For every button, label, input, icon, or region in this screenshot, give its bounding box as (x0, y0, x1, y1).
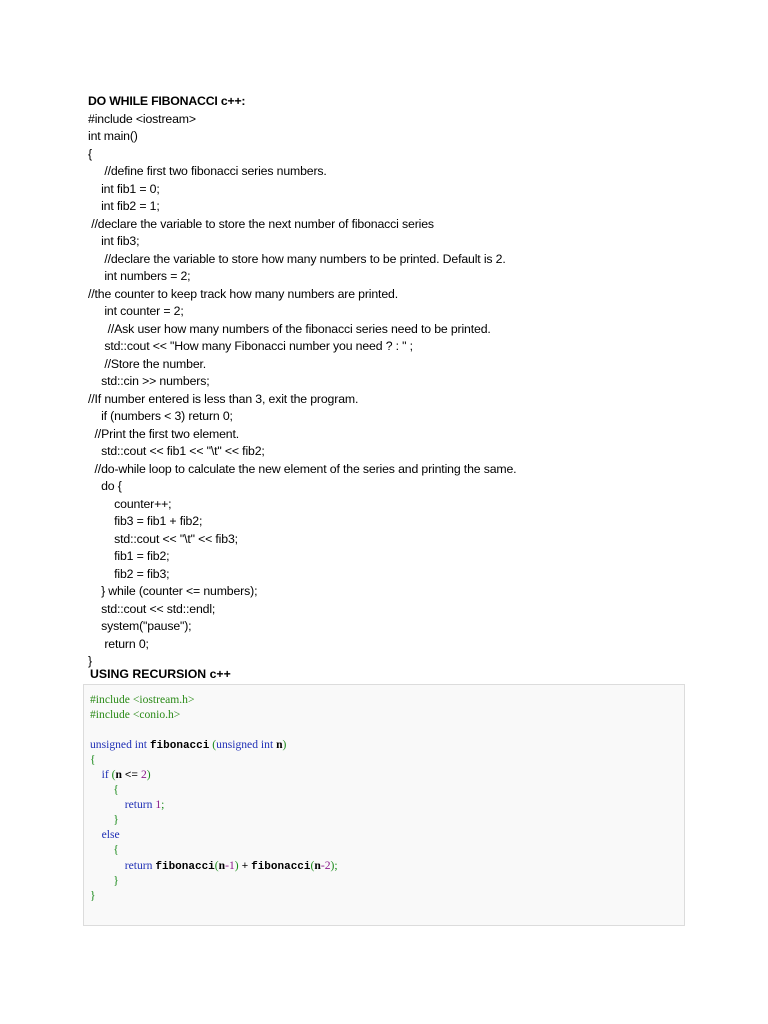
identifier: n (276, 738, 283, 752)
code-line: int fib2 = 1; (88, 199, 160, 213)
code-line: //Ask user how many numbers of the fibonacci series need to be printed. (88, 321, 491, 336)
code-line (90, 707, 338, 722)
code-line (90, 873, 338, 888)
code-line (90, 782, 338, 797)
code-line: int numbers = 2; (88, 269, 191, 283)
code-line: #include <iostream> (88, 111, 196, 126)
code-line: counter++; (88, 496, 172, 511)
code-line: fib2 = fib3; (88, 566, 170, 581)
code-line (90, 812, 338, 827)
preprocessor-include: #include <iostream.h> (90, 693, 195, 706)
code-line: int main() (88, 129, 138, 143)
code-line: //the counter to keep track how many numbers are printed. (88, 286, 398, 301)
keyword: int (134, 738, 148, 752)
preprocessor-include: #include <conio.h> (90, 708, 181, 722)
code-line: //Store the number. (88, 356, 207, 371)
function-name: fibonacci (149, 740, 210, 753)
code-line (90, 752, 338, 767)
code-line: } (88, 654, 92, 668)
code-line: std::cout << "\t" << fib3; (88, 531, 238, 546)
keyword: return (124, 798, 153, 812)
code-line: //do-while loop to calculate the new element of the series and printing the same. (88, 461, 517, 476)
recursion-code-box (83, 684, 685, 926)
code-line: //Print the first two element. (88, 426, 240, 441)
code-line: //declare the variable to store how many numbers to be printed. Default is 2. (88, 251, 506, 266)
keyword: unsigned (90, 738, 132, 752)
code-line: system("pause"); (88, 619, 192, 633)
brace: { (90, 753, 96, 767)
section-heading-do-while: DO WHILE FIBONACCI c++: (88, 94, 246, 108)
recursion-code-block (90, 692, 338, 903)
code-line (90, 888, 338, 903)
brace: { (113, 783, 119, 797)
code-line: fib1 = fib2; (88, 549, 170, 563)
function-name: fibonacci (155, 860, 215, 873)
number: 2 (140, 768, 147, 782)
do-while-section (88, 93, 688, 671)
do-while-code-block (88, 111, 688, 671)
code-line: { (88, 146, 92, 161)
code-line: //declare the variable to store the next number of fibonacci series (88, 216, 434, 231)
code-line: return 1; (124, 798, 165, 812)
number: 1 (155, 798, 162, 812)
brace: { (113, 843, 119, 857)
code-line: std::cout << fib1 << "\t" << fib2; (88, 444, 265, 458)
number: -1 (225, 858, 235, 872)
keyword: int (260, 738, 274, 752)
section-heading-recursion: USING RECURSION c++ (90, 667, 231, 681)
code-line: if (numbers < 3) return 0; (88, 409, 233, 423)
keyword: unsigned (216, 738, 259, 752)
code-line (90, 842, 338, 857)
operator: + (241, 860, 249, 873)
keyword: if (101, 768, 109, 782)
code-line: do { (88, 479, 122, 493)
brace: } (113, 873, 119, 887)
code-line: int counter = 2; (88, 304, 184, 318)
code-line: std::cout << "How many Fibonacci number you need ? : " ; (88, 339, 413, 353)
number: -2 (320, 858, 331, 872)
code-line: //If number entered is less than 3, exit the program. (88, 391, 359, 406)
keyword: else (101, 828, 120, 842)
code-line-signature: unsigned int fibonacci (unsigned int n) (90, 738, 287, 753)
identifier: n (218, 858, 226, 872)
code-line (90, 692, 338, 707)
code-line-blank (90, 722, 338, 737)
code-line: std::cout << std::endl; (88, 601, 216, 616)
brace: } (90, 888, 96, 902)
brace: } (113, 813, 119, 827)
code-line (90, 827, 338, 842)
code-line: int fib3; (88, 234, 140, 248)
code-line: return 0; (88, 636, 149, 651)
keyword: return (124, 858, 153, 872)
code-line: } while (counter <= numbers); (88, 584, 258, 598)
operator: <= (124, 770, 139, 783)
code-line: fib3 = fib1 + fib2; (88, 514, 203, 528)
code-line: return fibonacci(n-1) + fibonacci(n-2); (124, 858, 338, 873)
identifier: n (314, 858, 321, 872)
code-line: std::cin >> numbers; (88, 374, 210, 388)
code-line: //define first two fibonacci series numbers. (88, 164, 327, 178)
function-name: fibonacci (251, 860, 311, 873)
code-line: int fib1 = 0; (88, 181, 160, 196)
code-line: if (n <= 2) (101, 768, 151, 783)
identifier: n (115, 768, 122, 782)
